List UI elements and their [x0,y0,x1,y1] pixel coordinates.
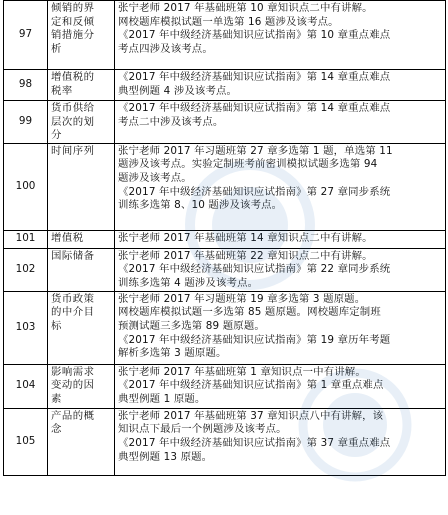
table-row [4,143,446,230]
detail-line: 《2017 年中级经济基础知识应试指南》第 14 章重点难点 [118,71,391,83]
table-row [4,1,446,70]
coverage-detail [115,70,446,101]
detail-line: 张宁老师 2017 年基础班第 10 章知识点二中有讲解。 [118,2,373,14]
coverage-detail [115,408,446,475]
detail-line: 《2017 年中级经济基础知识应试指南》第 27 章同步系统 [118,185,391,198]
table-row [4,408,446,475]
row-number: 100 [4,143,48,230]
topic-line: 时间序列 [51,144,95,157]
detail-line: 题涉及该考点。 [118,171,192,184]
detail-line: 《2017 年中级经济基础知识应试指南》第 37 章重点难点 [118,436,391,449]
coverage-detail [115,364,446,408]
topic-line: 素 [51,392,62,405]
detail-line: 知识点下最后一个例题涉及该考点。 [118,423,287,436]
row-number: 99 [4,101,48,144]
coverage-detail [115,248,446,291]
table-row [4,248,446,291]
detail-line: 训练多选第 4 题涉及该考点。 [118,276,259,289]
table-row [4,291,446,364]
topic-line: 销措施分 [51,29,95,42]
exam-point-topic [48,408,115,475]
topic-line: 货币政策 [51,292,95,305]
topic-line: 影响需求 [51,365,95,378]
topic-line: 税率 [51,84,73,97]
detail-line: 张宁老师 2017 年基础班第 22 章知识点二中有讲解。 [118,249,373,262]
detail-line: 《2017 年中级经济基础知识应试指南》第 19 章历年考题 [118,333,391,346]
detail-line: 张宁老师 2017 年基础班第 14 章知识点二中有讲解。 [118,231,373,244]
exam-point-topic [48,101,115,144]
table-row [4,230,446,248]
detail-line: 预测试题三多选第 89 题原题。 [118,319,265,332]
topic-line: 定和反倾 [51,15,95,28]
exam-point-topic [48,143,115,230]
detail-line: 典型例题 4 涉及该考点。 [118,84,238,97]
coverage-detail [115,101,446,144]
detail-line: 《2017 年中级经济基础知识应试指南》第 1 章重点难点 [118,379,384,392]
row-number: 104 [4,364,48,408]
detail-line: 《2017 年中级经济基础知识应试指南》第 10 章重点难点 [118,29,391,42]
topic-line: 变动的因 [51,379,95,392]
exam-point-table [3,0,446,476]
detail-line: 张宁老师 2017 年基础班第 37 章知识点八中有讲解，该 [118,409,384,422]
detail-line: 典型例题 1 原题。 [118,392,206,405]
topic-line: 念 [51,423,62,436]
coverage-detail [115,1,446,70]
topic-line: 分 [51,129,62,142]
topic-line: 增值税的 [51,71,95,83]
row-number: 105 [4,408,48,475]
detail-line: 张宁老师 2017 年习题班第 27 章多选第 1 题，单选第 11 [118,144,393,157]
coverage-detail [115,143,446,230]
exam-point-topic [48,291,115,364]
detail-line: 考点二中涉及该考点。 [118,115,224,128]
topic-line: 倾销的界 [51,2,95,14]
detail-line: 典型例题 13 原题。 [118,450,213,463]
exam-point-topic [48,70,115,101]
detail-line: 网校题库模拟试题一多选第 85 题原题。网校题库定制班 [118,306,381,319]
topic-line: 产品的概 [51,409,95,422]
detail-line: 网校题库模拟试题一单选第 16 题涉及该考点。 [118,15,339,28]
detail-line: 《2017 年中级经济基础知识应试指南》第 22 章同步系统 [118,263,391,276]
topic-line: 增值税 [51,231,84,244]
topic-line: 国际储备 [51,249,95,262]
detail-line: 解析多选第 3 题原题。 [118,347,227,360]
detail-line: 张宁老师 2017 年基础班第 1 章知识点一中有讲解。 [118,365,366,378]
detail-line: 张宁老师 2017 年习题班第 19 章多选第 3 题原题。 [118,292,366,305]
topic-line: 析 [51,42,62,55]
table-row [4,364,446,408]
table-row [4,70,446,101]
row-number: 97 [4,1,48,70]
exam-point-topic [48,248,115,291]
topic-line: 标 [51,319,62,332]
table-row [4,101,446,144]
detail-line: 训练多选第 8、10 题涉及该考点。 [118,199,283,212]
coverage-detail [115,230,446,248]
detail-line: 题涉及该考点。实验定制班考前密训模拟试题多选第 94 [118,158,378,171]
table-body [4,1,446,476]
topic-line: 的中介目 [51,306,95,319]
topic-line: 层次的划 [51,115,95,128]
exam-point-topic [48,364,115,408]
exam-point-topic [48,230,115,248]
detail-line: 《2017 年中级经济基础知识应试指南》第 14 章重点难点 [118,102,391,114]
exam-point-topic [48,1,115,70]
topic-line: 货币供给 [51,102,95,114]
row-number: 103 [4,291,48,364]
row-number: 98 [4,70,48,101]
row-number: 101 [4,230,48,248]
row-number: 102 [4,248,48,291]
detail-line: 考点四涉及该考点。 [118,42,213,55]
coverage-detail [115,291,446,364]
